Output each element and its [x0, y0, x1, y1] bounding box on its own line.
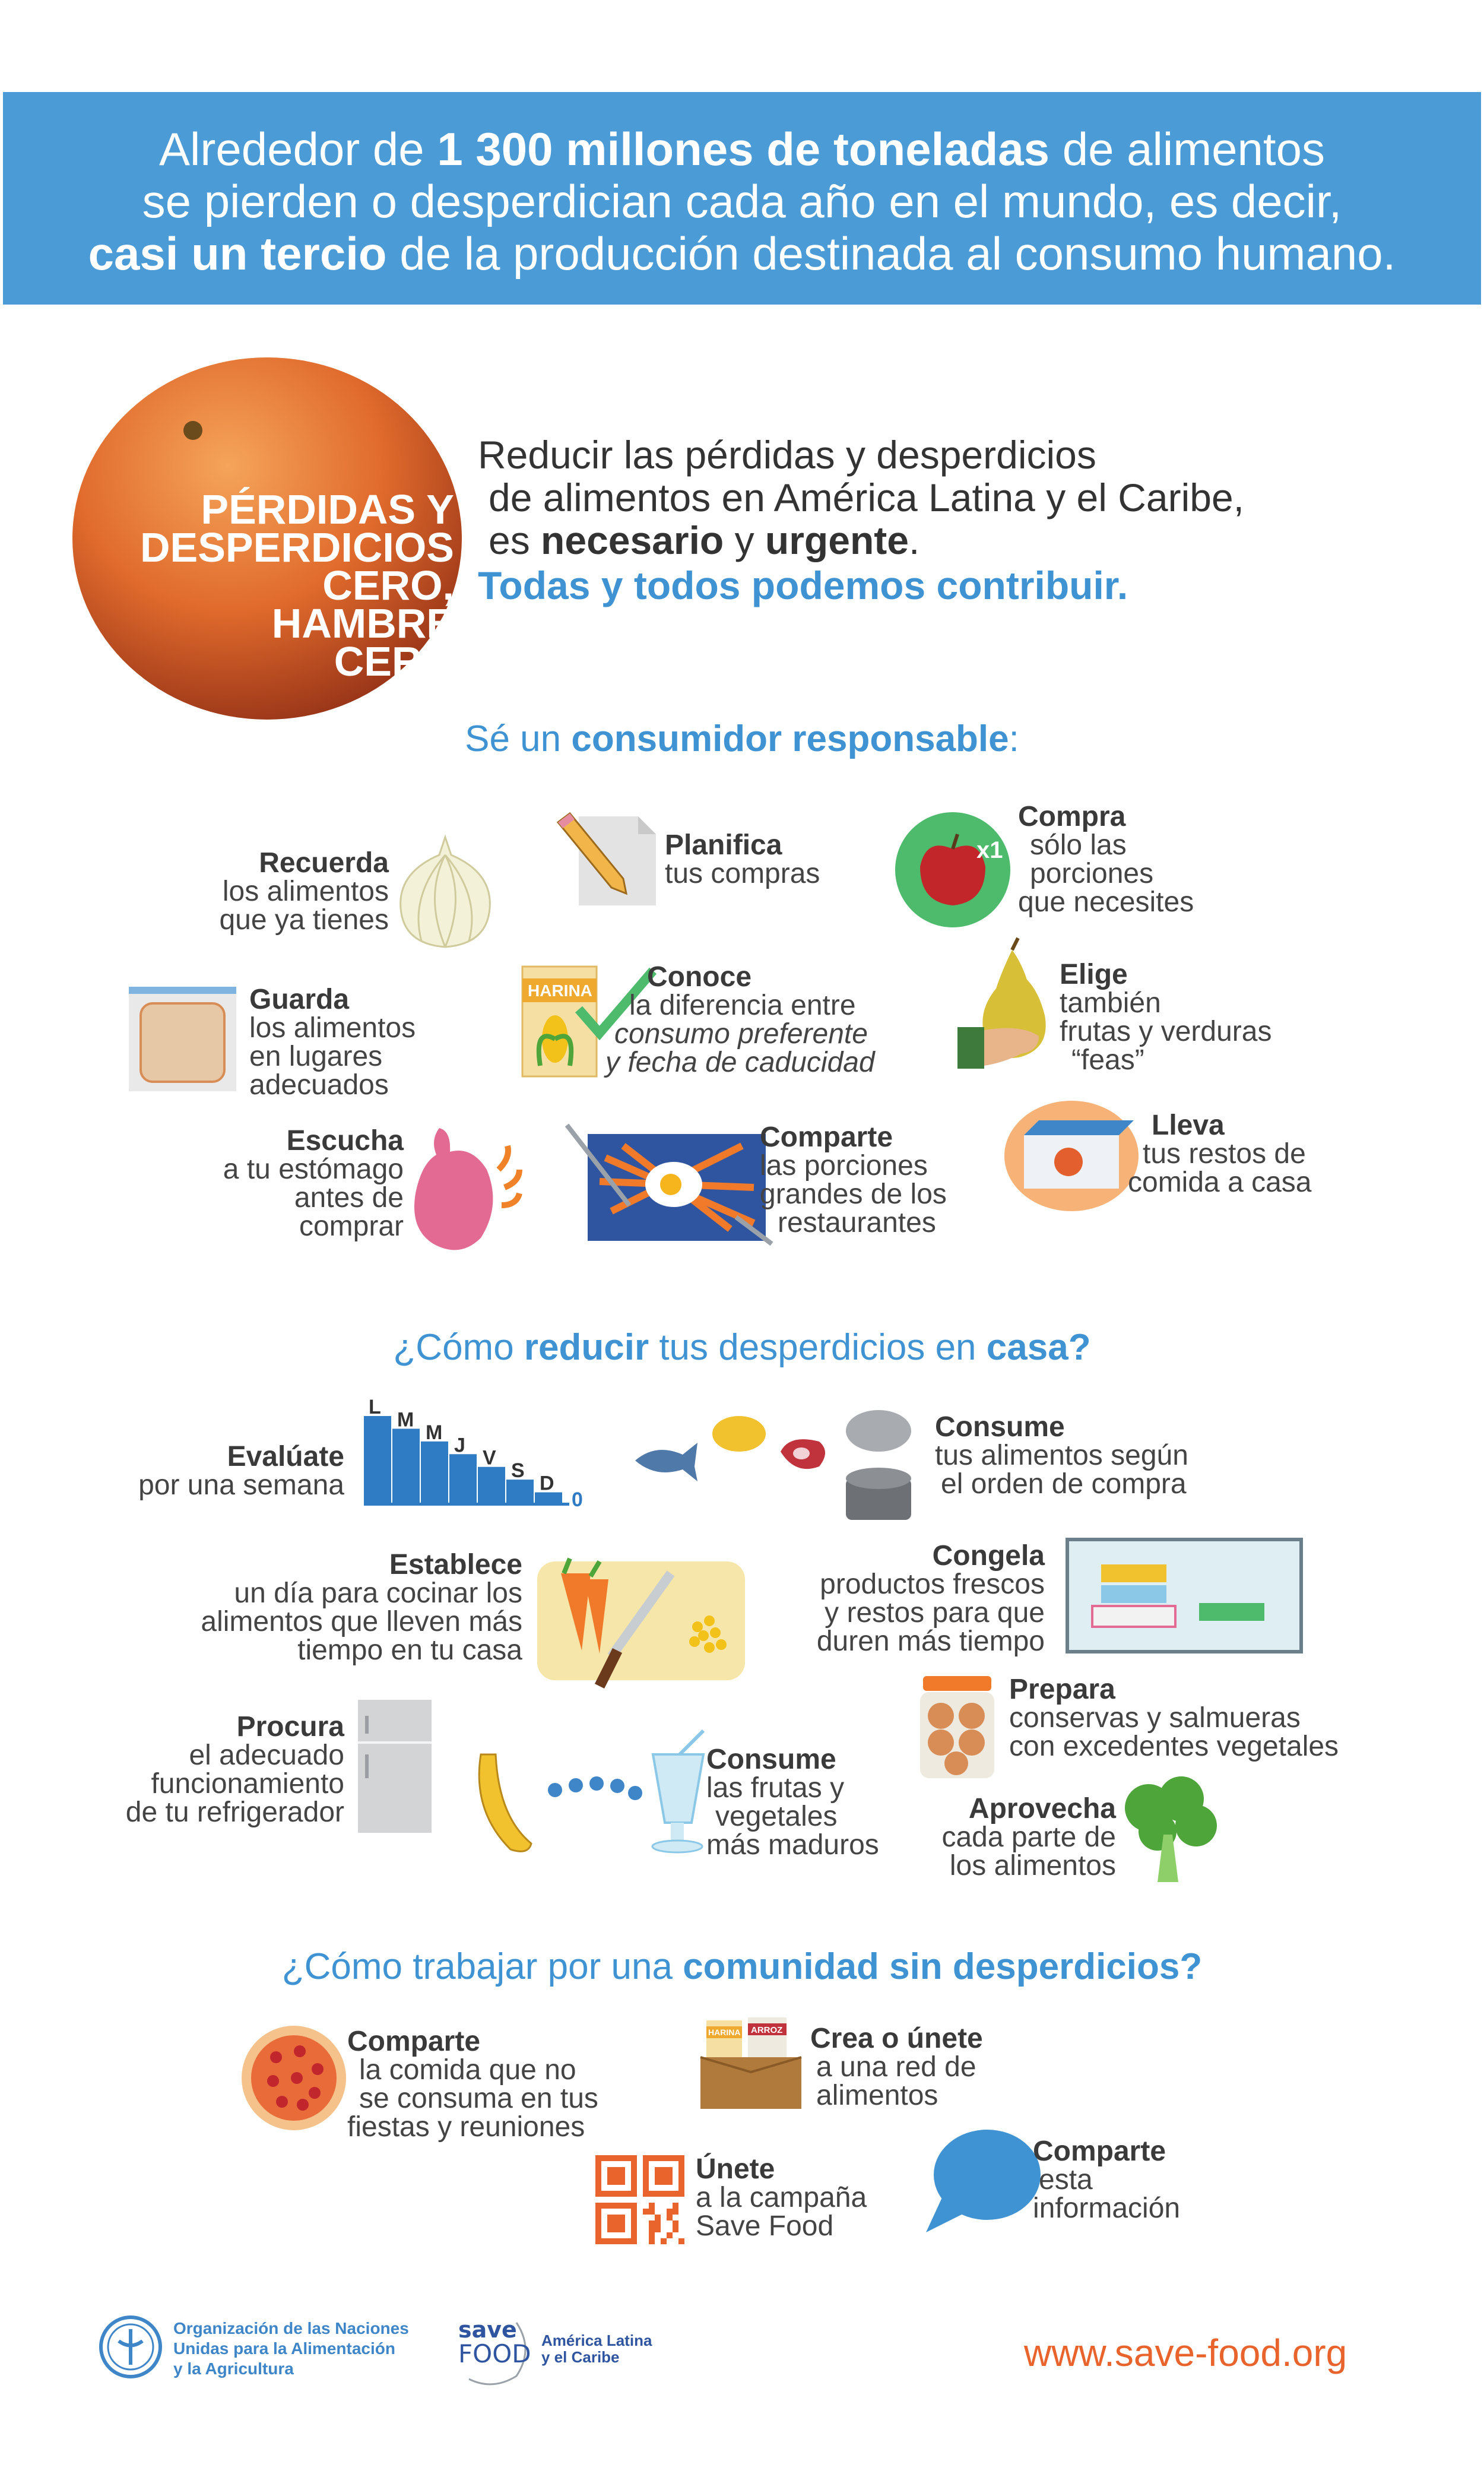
week-bar [364, 1416, 391, 1505]
tip-establece: Establece un día para cocinar los alimentos que lleven más tiempo en tu casa [201, 1549, 522, 1666]
week-day-label: M [426, 1421, 443, 1444]
tip-elige: Elige también frutas y verduras “feas” [1060, 959, 1272, 1076]
storage-container-icon [128, 986, 237, 1092]
svg-text:ARROZ: ARROZ [751, 2025, 783, 2035]
qr-module [667, 2232, 673, 2238]
tip-prepara: Prepara conservas y salmueras con excedentes vegetales [1009, 1674, 1339, 1762]
qr-module [678, 2238, 684, 2244]
banner-line-1: Alrededor de 1 300 millones de toneladas de alimentos [159, 123, 1325, 175]
tip-comparte-info: Comparte esta información [1033, 2136, 1181, 2224]
week-bar [506, 1480, 534, 1505]
qr-module [649, 2232, 655, 2238]
qr-module [649, 2220, 655, 2226]
broccoli-icon [1122, 1775, 1220, 1885]
headline-banner [3, 92, 1481, 305]
qr-module [655, 2226, 661, 2232]
fish-sponge-meat-pot-icon [629, 1407, 914, 1526]
refrigerator-icon [356, 1698, 433, 1835]
week-bar [478, 1467, 505, 1505]
tip-planifica: Planifica tus compras [665, 829, 820, 889]
tip-conoce: Conoce la diferencia entre consumo preferente y fecha de caducidad [605, 961, 875, 1078]
qr-module [673, 2220, 678, 2226]
apple-x1-icon [893, 810, 1012, 929]
week-day-label: L [369, 1396, 381, 1418]
week-day-label: D [540, 1472, 554, 1495]
svg-text:HARINA: HARINA [528, 981, 592, 1000]
tip-consume-ripe: Consume las frutas y vegetales más maduros [706, 1744, 879, 1861]
tip-consume-order: Consume tus alimentos según el orden de compra [935, 1411, 1188, 1500]
website-link[interactable]: www.save-food.org [1024, 2332, 1347, 2374]
fao-name: Organización de las Naciones Unidas para la Alimentación y la Agricultura [173, 2319, 409, 2378]
tip-guarda: Guarda los alimentos en lugares adecuados [249, 984, 416, 1101]
section-heading-community: ¿Cómo trabajar por una comunidad sin desperdicios? [281, 1946, 1203, 1987]
tip-aprovecha: Aprovecha cada parte de los alimentos [941, 1793, 1116, 1881]
tip-compra: Compra sólo las porciones que necesites [1018, 801, 1194, 918]
svg-text:HARINA: HARINA [708, 2028, 741, 2037]
qr-module [673, 2209, 678, 2215]
week-day-label: S [511, 1459, 525, 1483]
qr-finder [607, 2167, 625, 2185]
tip-lleva: Lleva tus restos de comida a casa [1128, 1110, 1312, 1198]
tip-procura: Procura el adecuado funcionamiento de tu refrigerador [125, 1711, 344, 1828]
qr-module [673, 2226, 678, 2232]
tip-congela: Congela productos frescos y restos para que duren más tiempo [816, 1540, 1045, 1657]
section-heading-home: ¿Cómo reducir tus desperdicios en casa? [393, 1327, 1091, 1368]
qr-module [667, 2215, 673, 2220]
preserve-jar-icon [917, 1674, 997, 1781]
onion-icon [392, 831, 499, 950]
freezer-containers-icon [1066, 1538, 1303, 1653]
qr-finder [607, 2215, 625, 2232]
banner-line-3: casi un tercio de la producción destinada al consumo humano. [88, 227, 1396, 280]
qr-module [655, 2220, 661, 2226]
banner-line-2: se pierden o desperdician cada año en el mundo, es decir, [142, 175, 1342, 227]
tip-comparte-fiestas: Comparte la comida que no se consuma en tus fiestas y reuniones [347, 2026, 598, 2143]
tip-evaluate: Evalúate por una semana [138, 1441, 344, 1501]
svg-text:x1: x1 [976, 837, 1003, 863]
qr-module [667, 2209, 673, 2215]
week-day-label: M [397, 1408, 414, 1431]
tip-crea-red: Crea o únete a una red de alimentos [810, 2023, 983, 2111]
pencil-notepad-icon [552, 807, 659, 908]
speech-bubble-icon [923, 2128, 1042, 2235]
week-day-label: J [454, 1434, 465, 1457]
intro-text: Reducir las pérdidas y desperdicios de alimentos en América Latina y el Caribe, es necesario y urgente. Todas y todos podemos contribuir. [478, 433, 1245, 607]
tip-recuerda: Recuerda los alimentos que ya tienes [219, 847, 389, 936]
week-bar [421, 1442, 448, 1505]
week-chart-baseline [364, 1503, 569, 1506]
qr-module [649, 2226, 655, 2232]
save-food-logo: save FOOD [458, 2317, 531, 2368]
pizza-icon [240, 2025, 347, 2131]
qr-code-icon[interactable] [595, 2155, 684, 2244]
stomach-icon [404, 1122, 522, 1259]
qr-module [649, 2209, 655, 2215]
qr-module [655, 2215, 661, 2220]
qr-finder [655, 2167, 673, 2185]
qr-module [649, 2203, 655, 2209]
qr-module [661, 2238, 667, 2244]
week-chart-end-label: 0 [572, 1488, 583, 1511]
week-bar [392, 1428, 420, 1505]
week-day-label: V [483, 1446, 496, 1469]
banana-smoothie-icon [469, 1722, 730, 1858]
orange-slogan: PÉRDIDAS Y DESPERDICIOS CERO, HAMBRE CERO [140, 486, 454, 685]
tip-escucha: Escucha a tu estómago antes de comprar [223, 1125, 404, 1242]
weekly-waste-chart [359, 1396, 594, 1511]
hand-pear-icon [956, 935, 1060, 1072]
week-bar [449, 1454, 477, 1505]
food-bank-box-icon [697, 2016, 804, 2111]
plate-pasta-egg-icon [564, 1122, 778, 1247]
qr-module [649, 2238, 655, 2244]
qr-module [643, 2209, 649, 2215]
qr-module [673, 2203, 678, 2209]
tip-unete: Únete a la campaña Save Food [696, 2153, 867, 2242]
fao-logo [98, 2314, 163, 2380]
section-heading-responsible: Sé un consumidor responsable: [465, 718, 1019, 759]
takeaway-box-icon [1003, 1100, 1140, 1212]
cutting-board-carrots-icon [534, 1550, 748, 1695]
tip-comparte-restaurantes: Comparte las porciones grandes de los restaurantes [760, 1122, 947, 1238]
america-latina-label: América Latina y el Caribe [541, 2332, 652, 2366]
